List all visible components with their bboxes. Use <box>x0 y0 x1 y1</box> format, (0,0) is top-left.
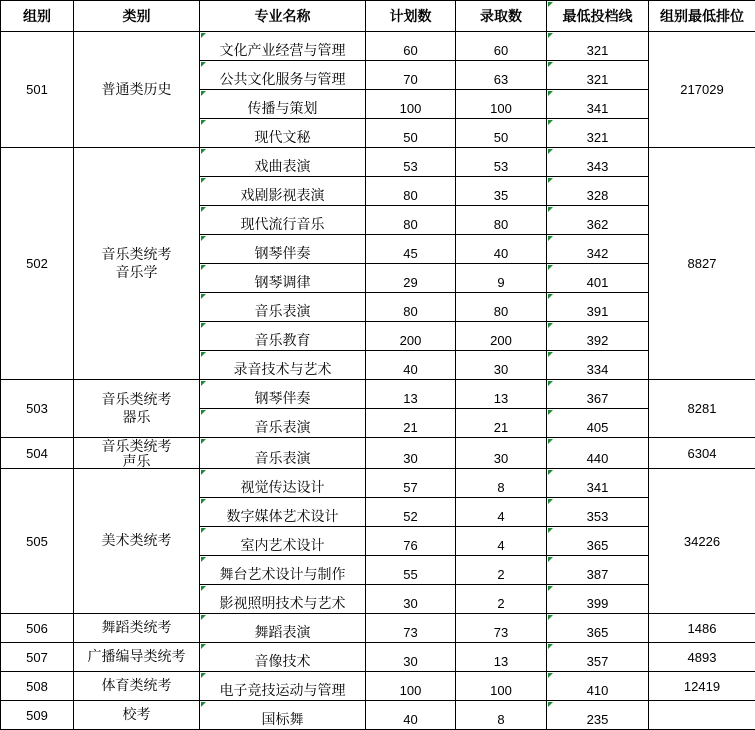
category-line: 体育类统考 <box>102 677 172 695</box>
major-cell: 电子竞技运动与管理 <box>200 672 366 701</box>
category-cell <box>74 672 200 701</box>
admitted-cell: 35 <box>456 177 547 206</box>
category-text <box>102 246 172 282</box>
group-id-cell: 502 <box>1 148 74 380</box>
major-cell: 戏曲表演 <box>200 148 366 177</box>
category-line: 器乐 <box>102 409 172 427</box>
category-line: 声乐 <box>74 455 199 468</box>
table-row <box>1 643 755 672</box>
min-rank-cell: 1486 <box>649 614 755 643</box>
group-id-cell: 504 <box>1 438 74 469</box>
header-admitted: 录取数 <box>456 1 547 32</box>
major-cell: 影视照明技术与艺术 <box>200 585 366 614</box>
major-cell: 戏剧影视表演 <box>200 177 366 206</box>
admitted-cell: 8 <box>456 701 547 730</box>
major-cell: 钢琴调律 <box>200 264 366 293</box>
category-line: 音乐类统考 <box>74 440 199 455</box>
min-rank-cell: 8281 <box>649 380 755 438</box>
group-id-cell: 505 <box>1 469 74 614</box>
plan-cell: 30 <box>366 585 456 614</box>
min-score-cell: 365 <box>547 527 649 556</box>
admitted-cell: 13 <box>456 643 547 672</box>
group-id-cell: 503 <box>1 380 74 438</box>
plan-cell: 52 <box>366 498 456 527</box>
major-cell: 音乐教育 <box>200 322 366 351</box>
major-cell: 钢琴伴奏 <box>200 380 366 409</box>
table-row <box>1 614 755 643</box>
major-cell: 舞蹈表演 <box>200 614 366 643</box>
category-cell <box>74 32 200 148</box>
table-row <box>1 672 755 701</box>
table-row <box>1 32 755 61</box>
major-cell: 国标舞 <box>200 701 366 730</box>
plan-cell: 76 <box>366 527 456 556</box>
admitted-cell: 4 <box>456 498 547 527</box>
min-score-cell: 328 <box>547 177 649 206</box>
min-score-cell: 392 <box>547 322 649 351</box>
table-body <box>1 32 755 730</box>
plan-cell: 29 <box>366 264 456 293</box>
admitted-cell: 2 <box>456 556 547 585</box>
category-text <box>74 438 199 468</box>
admitted-cell: 80 <box>456 206 547 235</box>
plan-cell: 80 <box>366 206 456 235</box>
plan-cell: 80 <box>366 177 456 206</box>
min-score-cell: 341 <box>547 469 649 498</box>
plan-cell: 30 <box>366 643 456 672</box>
major-cell: 室内艺术设计 <box>200 527 366 556</box>
min-score-cell: 343 <box>547 148 649 177</box>
plan-cell: 53 <box>366 148 456 177</box>
min-rank-cell: 4893 <box>649 643 755 672</box>
group-id-cell: 501 <box>1 32 74 148</box>
category-text <box>102 619 172 637</box>
major-cell: 音乐表演 <box>200 438 366 469</box>
admitted-cell: 30 <box>456 438 547 469</box>
min-rank-cell: 34226 <box>649 469 755 614</box>
min-rank-cell <box>649 701 755 730</box>
min-score-cell: 387 <box>547 556 649 585</box>
min-score-cell: 321 <box>547 61 649 90</box>
category-cell <box>74 614 200 643</box>
major-cell: 文化产业经营与管理 <box>200 32 366 61</box>
category-text <box>102 81 172 99</box>
admitted-cell: 73 <box>456 614 547 643</box>
category-text <box>88 648 186 666</box>
admitted-cell: 40 <box>456 235 547 264</box>
category-cell <box>74 643 200 672</box>
min-score-cell: 362 <box>547 206 649 235</box>
category-text <box>102 677 172 695</box>
min-score-cell: 440 <box>547 438 649 469</box>
major-cell: 现代文秘 <box>200 119 366 148</box>
category-text <box>102 532 172 550</box>
major-cell: 数字媒体艺术设计 <box>200 498 366 527</box>
min-rank-cell: 12419 <box>649 672 755 701</box>
category-text <box>123 706 151 724</box>
admitted-cell: 53 <box>456 148 547 177</box>
plan-cell: 13 <box>366 380 456 409</box>
min-score-cell: 410 <box>547 672 649 701</box>
group-id-cell: 509 <box>1 701 74 730</box>
table-row <box>1 469 755 498</box>
min-score-cell: 353 <box>547 498 649 527</box>
plan-cell: 60 <box>366 32 456 61</box>
major-cell: 音乐表演 <box>200 409 366 438</box>
plan-cell: 100 <box>366 90 456 119</box>
header-min-score: 最低投档线 <box>547 1 649 32</box>
header-category: 类别 <box>74 1 200 32</box>
admitted-cell: 200 <box>456 322 547 351</box>
admitted-cell: 30 <box>456 351 547 380</box>
category-text <box>102 391 172 427</box>
admitted-cell: 100 <box>456 672 547 701</box>
category-cell <box>74 469 200 614</box>
category-line: 舞蹈类统考 <box>102 619 172 637</box>
min-score-cell: 334 <box>547 351 649 380</box>
min-score-cell: 405 <box>547 409 649 438</box>
table-row <box>1 148 755 177</box>
admitted-cell: 8 <box>456 469 547 498</box>
major-cell: 音像技术 <box>200 643 366 672</box>
plan-cell: 100 <box>366 672 456 701</box>
header-min-rank: 组别最低排位 <box>649 1 755 32</box>
min-score-cell: 342 <box>547 235 649 264</box>
plan-cell: 80 <box>366 293 456 322</box>
min-score-cell: 341 <box>547 90 649 119</box>
group-id-cell: 507 <box>1 643 74 672</box>
group-id-cell: 508 <box>1 672 74 701</box>
category-cell <box>74 701 200 730</box>
major-cell: 视觉传达设计 <box>200 469 366 498</box>
admitted-cell: 80 <box>456 293 547 322</box>
major-cell: 公共文化服务与管理 <box>200 61 366 90</box>
category-cell <box>74 148 200 380</box>
admitted-cell: 63 <box>456 61 547 90</box>
admitted-cell: 60 <box>456 32 547 61</box>
plan-cell: 40 <box>366 351 456 380</box>
min-score-cell: 365 <box>547 614 649 643</box>
category-cell <box>74 438 200 469</box>
major-cell: 舞台艺术设计与制作 <box>200 556 366 585</box>
category-line: 校考 <box>123 706 151 724</box>
plan-cell: 200 <box>366 322 456 351</box>
admitted-cell: 50 <box>456 119 547 148</box>
plan-cell: 73 <box>366 614 456 643</box>
admitted-cell: 13 <box>456 380 547 409</box>
min-rank-cell: 6304 <box>649 438 755 469</box>
category-line: 普通类历史 <box>102 81 172 99</box>
header-row <box>1 1 755 32</box>
major-cell: 现代流行音乐 <box>200 206 366 235</box>
plan-cell: 45 <box>366 235 456 264</box>
category-cell <box>74 380 200 438</box>
admitted-cell: 100 <box>456 90 547 119</box>
admitted-cell: 2 <box>456 585 547 614</box>
group-id-cell: 506 <box>1 614 74 643</box>
min-score-cell: 391 <box>547 293 649 322</box>
category-line: 美术类统考 <box>102 532 172 550</box>
major-cell: 传播与策划 <box>200 90 366 119</box>
category-line: 音乐类统考 <box>102 391 172 409</box>
category-line: 音乐学 <box>102 264 172 282</box>
min-score-cell: 367 <box>547 380 649 409</box>
major-cell: 钢琴伴奏 <box>200 235 366 264</box>
table-row <box>1 438 755 469</box>
admitted-cell: 21 <box>456 409 547 438</box>
plan-cell: 70 <box>366 61 456 90</box>
plan-cell: 21 <box>366 409 456 438</box>
min-score-cell: 357 <box>547 643 649 672</box>
header-group: 组别 <box>1 1 74 32</box>
plan-cell: 40 <box>366 701 456 730</box>
major-cell: 录音技术与艺术 <box>200 351 366 380</box>
table-row <box>1 701 755 730</box>
category-line: 音乐类统考 <box>102 246 172 264</box>
min-score-cell: 401 <box>547 264 649 293</box>
min-rank-cell: 8827 <box>649 148 755 380</box>
table-row <box>1 380 755 409</box>
admitted-cell: 9 <box>456 264 547 293</box>
major-cell: 音乐表演 <box>200 293 366 322</box>
plan-cell: 30 <box>366 438 456 469</box>
header-plan: 计划数 <box>366 1 456 32</box>
min-score-cell: 321 <box>547 119 649 148</box>
min-rank-cell: 217029 <box>649 32 755 148</box>
plan-cell: 57 <box>366 469 456 498</box>
admitted-cell: 4 <box>456 527 547 556</box>
min-score-cell: 321 <box>547 32 649 61</box>
min-score-cell: 399 <box>547 585 649 614</box>
min-score-cell: 235 <box>547 701 649 730</box>
plan-cell: 55 <box>366 556 456 585</box>
category-line: 广播编导类统考 <box>88 648 186 666</box>
plan-cell: 50 <box>366 119 456 148</box>
header-major: 专业名称 <box>200 1 366 32</box>
